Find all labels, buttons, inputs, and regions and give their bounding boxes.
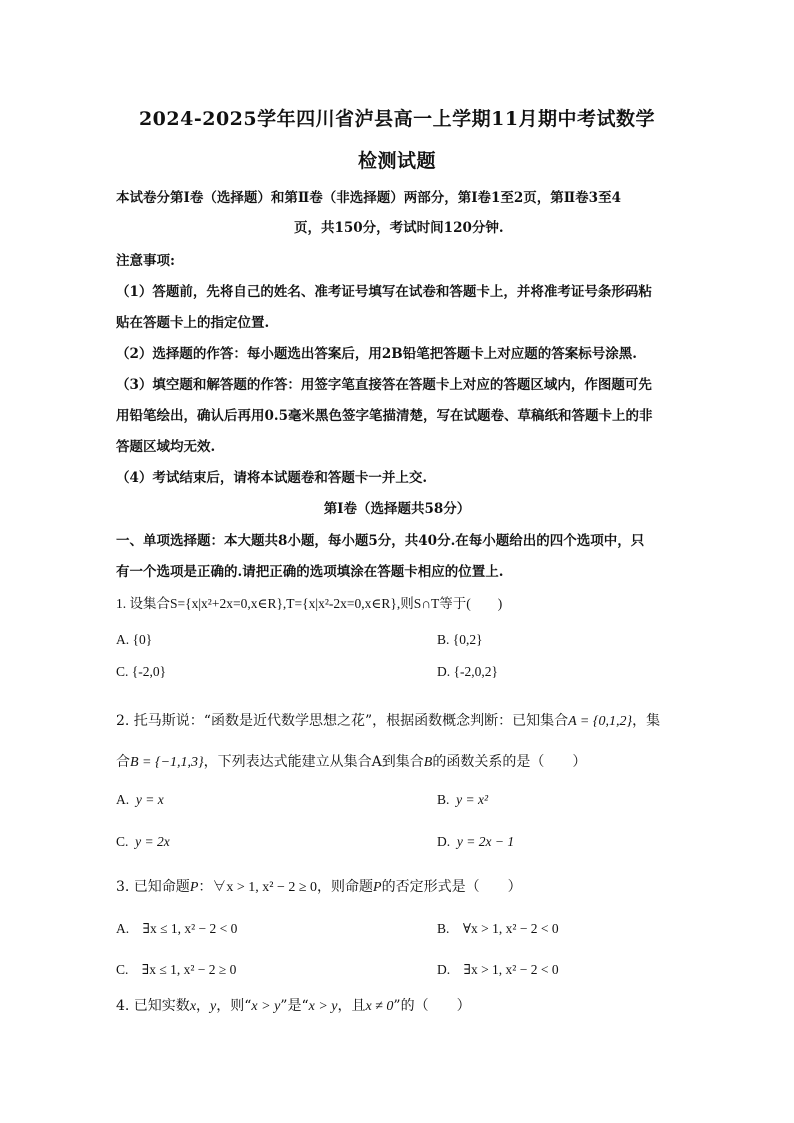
question-3-text: 的否定形式是（ ） (381, 879, 522, 895)
option-expression: y = 2x (135, 834, 170, 849)
question-2-option-b (437, 792, 488, 808)
part1-instructions-line2: 有一个选项是正确的.请把正确的选项填涂在答题卡相应的位置上. (116, 564, 504, 580)
question-3-option-c: C. ∃x ≤ 1, x² − 2 ≥ 0 (116, 962, 237, 977)
note-2: （2）选择题的作答：每小题选出答案后，用2B铅笔把答题卡上对应题的答案标号涂黑. (116, 346, 637, 362)
question-2-text: ，集 (632, 713, 661, 729)
question-4-text: ， (196, 998, 211, 1014)
question-2-stem-line1 (116, 710, 660, 730)
question-4-stem (116, 995, 471, 1015)
question-3-option-d: D. ∃x > 1, x² − 2 < 0 (437, 962, 559, 977)
question-1-option-b: B. {0,2} (437, 632, 483, 647)
proposition-symbol: P (373, 880, 382, 895)
section-heading: 第Ⅰ卷（选择题共58分） (323, 501, 471, 517)
intro-line2: 页，共150分，考试时间120分钟. (294, 220, 504, 236)
condition-expression: x > y (251, 999, 281, 1014)
notes-heading: 注意事项: (116, 253, 175, 269)
question-4-text: ，且 (337, 998, 366, 1014)
question-2-text: 2. 托马斯说：“函数是近代数学思想之花”，根据函数概念判断：已知集合 (116, 713, 569, 729)
note-4: （4）考试结束后，请将本试题卷和答题卡一并上交. (116, 470, 428, 486)
question-4-text: 4. 已知实数 (116, 998, 190, 1014)
question-2-stem-line2 (116, 751, 586, 771)
question-2-text: 合 (116, 754, 130, 770)
question-1-stem: 1. 设集合S={x|x²+2x=0,x∈R},T={x|x²-2x=0,x∈R},则S∩T等于( ) (116, 596, 503, 611)
question-4-text: ”的（ ） (393, 998, 471, 1014)
option-label: A. (116, 792, 130, 807)
note-3-line2: 用铅笔绘出，确认后再用0.5毫米黑色签字笔描清楚，写在试题卷、草稿纸和答题卡上的非 (116, 408, 653, 424)
condition-expression: x ≠ 0 (365, 999, 394, 1014)
intro-line1: 本试卷分第Ⅰ卷（选择题）和第Ⅱ卷（非选择题）两部分，第Ⅰ卷1至2页，第Ⅱ卷3至4 (116, 190, 621, 206)
condition-expression: x > y (308, 999, 338, 1014)
set-a-expression: A = {0,1,2} (568, 714, 633, 729)
question-2-text: ，下列表达式能建立从集合A到集合 (203, 754, 424, 770)
question-2-option-d (437, 834, 514, 850)
question-3-text: 3. 已知命题 (116, 879, 190, 895)
question-3-option-a: A. ∃x ≤ 1, x² − 2 < 0 (116, 921, 238, 936)
note-3-line1: （3）填空题和解答题的作答：用签字笔直接答在答题卡上对应的答题区域内，作图题可先 (116, 377, 652, 393)
question-3-option-b: B. ∀x > 1, x² − 2 < 0 (437, 921, 559, 936)
question-2-option-a (116, 792, 164, 808)
note-1-line2: 贴在答题卡上的指定位置. (116, 315, 270, 331)
note-3-line3: 答题区域均无效. (116, 439, 216, 455)
option-expression: y = 2x − 1 (456, 834, 515, 849)
question-1-option-d: D. {-2,0,2} (437, 664, 498, 679)
question-3-text: ，则命题 (317, 879, 374, 895)
set-b-expression: B = {−1,1,3} (130, 755, 204, 770)
note-1-line1: （1）答题前，先将自己的姓名、准考证号填写在试卷和答题卡上，并将准考证号条形码粘 (116, 284, 652, 300)
option-label: D. (437, 834, 451, 849)
variable-x: x (189, 999, 197, 1014)
document-title-line1: 2024-2025学年四川省泸县高一上学期11月期中考试数学 (138, 108, 656, 130)
option-label: B. (437, 792, 450, 807)
variable-y: y (210, 999, 217, 1014)
question-1-option-c: C. {-2,0} (116, 664, 167, 679)
document-title-line2: 检测试题 (357, 150, 436, 172)
part1-instructions-line1: 一、单项选择题：本大题共8小题，每小题5分，共40分.在每小题给出的四个选项中，只 (116, 533, 645, 549)
option-label: C. (116, 834, 129, 849)
question-2-text: 的函数关系的是（ ） (432, 754, 587, 770)
option-expression: y = x (135, 792, 164, 807)
proposition-symbol: P (189, 880, 199, 895)
question-3-stem (116, 876, 522, 896)
question-1-option-a: A. {0} (116, 632, 153, 647)
set-b-symbol: B (423, 755, 433, 770)
option-expression: y = x² (456, 792, 489, 807)
question-4-text: ”是“ (280, 998, 309, 1014)
question-4-text: ，则“ (216, 998, 252, 1014)
question-2-option-c (116, 834, 170, 850)
proposition-expression: ：∀x > 1, x² − 2 ≥ 0 (198, 880, 318, 895)
